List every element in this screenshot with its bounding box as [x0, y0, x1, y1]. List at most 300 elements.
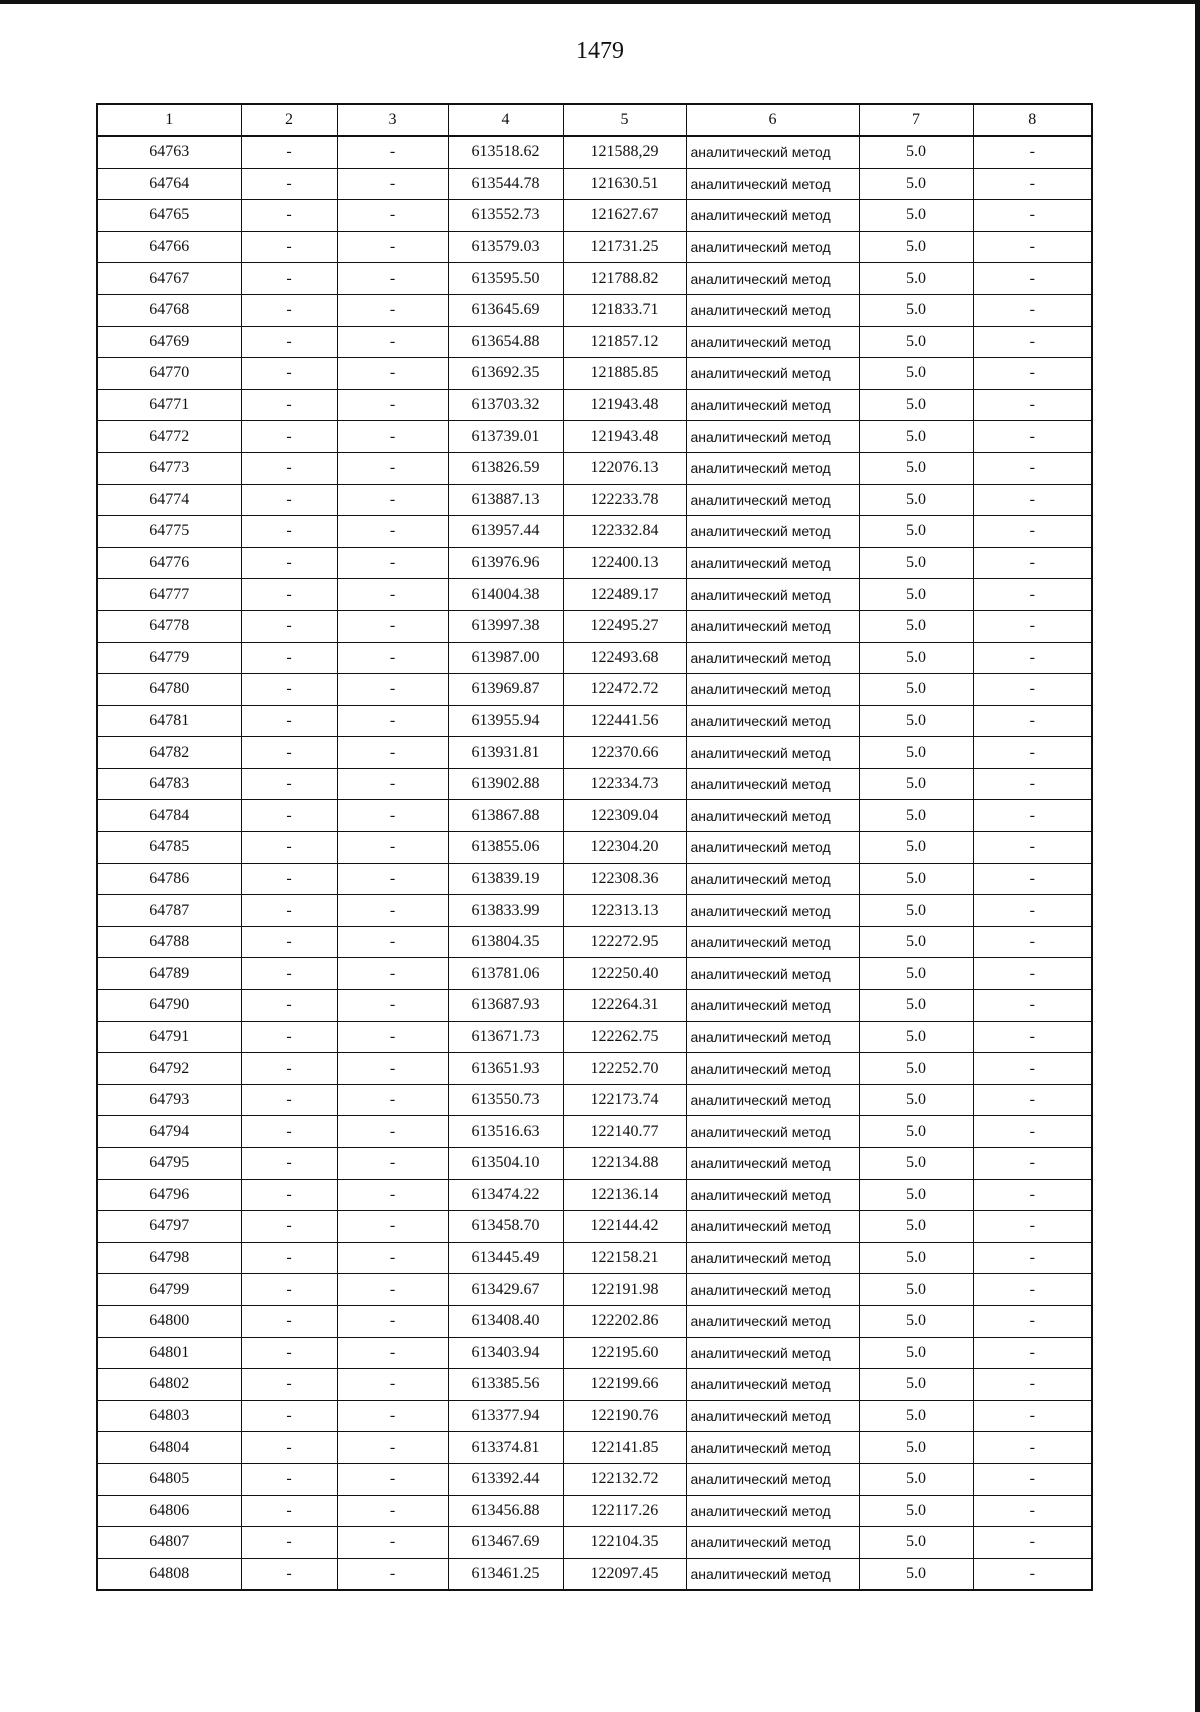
- col8-cell: -: [973, 1558, 1092, 1590]
- col8-cell: -: [973, 705, 1092, 737]
- point-number-cell: 64793: [97, 1084, 241, 1116]
- point-number-cell: 64770: [97, 358, 241, 390]
- col3-cell: -: [337, 263, 448, 295]
- method-cell: аналитический метод: [686, 579, 859, 611]
- method-cell: аналитический метод: [686, 1369, 859, 1401]
- point-number-cell: 64789: [97, 958, 241, 990]
- precision-cell: 5.0: [859, 1558, 973, 1590]
- col2-cell: -: [241, 1211, 337, 1243]
- col8-cell: -: [973, 1179, 1092, 1211]
- y-coordinate-cell: 122191.98: [563, 1274, 686, 1306]
- precision-cell: 5.0: [859, 1369, 973, 1401]
- col8-cell: -: [973, 895, 1092, 927]
- precision-cell: 5.0: [859, 990, 973, 1022]
- col3-cell: -: [337, 452, 448, 484]
- col8-cell: -: [973, 263, 1092, 295]
- point-number-cell: 64784: [97, 800, 241, 832]
- y-coordinate-cell: 122313.13: [563, 895, 686, 927]
- col8-cell: -: [973, 674, 1092, 706]
- y-coordinate-cell: 122158.21: [563, 1242, 686, 1274]
- precision-cell: 5.0: [859, 389, 973, 421]
- precision-cell: 5.0: [859, 1274, 973, 1306]
- col3-cell: -: [337, 231, 448, 263]
- table-row: [97, 389, 1092, 421]
- col2-cell: -: [241, 1084, 337, 1116]
- col2-cell: -: [241, 1527, 337, 1559]
- x-coordinate-cell: 613976.96: [448, 547, 563, 579]
- col8-cell: -: [973, 168, 1092, 200]
- x-coordinate-cell: 613781.06: [448, 958, 563, 990]
- table-row: [97, 1148, 1092, 1180]
- y-coordinate-cell: 121588,29: [563, 136, 686, 168]
- col3-cell: -: [337, 389, 448, 421]
- point-number-cell: 64790: [97, 990, 241, 1022]
- point-number-cell: 64763: [97, 136, 241, 168]
- point-number-cell: 64776: [97, 547, 241, 579]
- col3-cell: -: [337, 1179, 448, 1211]
- col3-cell: -: [337, 326, 448, 358]
- col8-cell: -: [973, 1495, 1092, 1527]
- column-header: 4: [448, 104, 563, 136]
- col3-cell: -: [337, 958, 448, 990]
- col2-cell: -: [241, 958, 337, 990]
- col8-cell: -: [973, 1432, 1092, 1464]
- y-coordinate-cell: 122199.66: [563, 1369, 686, 1401]
- col3-cell: -: [337, 705, 448, 737]
- point-number-cell: 64797: [97, 1211, 241, 1243]
- col8-cell: -: [973, 484, 1092, 516]
- col3-cell: -: [337, 1053, 448, 1085]
- method-cell: аналитический метод: [686, 1179, 859, 1211]
- y-coordinate-cell: 122400.13: [563, 547, 686, 579]
- point-number-cell: 64772: [97, 421, 241, 453]
- precision-cell: 5.0: [859, 136, 973, 168]
- y-coordinate-cell: 122076.13: [563, 452, 686, 484]
- precision-cell: 5.0: [859, 768, 973, 800]
- x-coordinate-cell: 613671.73: [448, 1021, 563, 1053]
- point-number-cell: 64806: [97, 1495, 241, 1527]
- x-coordinate-cell: 613552.73: [448, 200, 563, 232]
- col8-cell: -: [973, 358, 1092, 390]
- method-cell: аналитический метод: [686, 737, 859, 769]
- col8-cell: -: [973, 1337, 1092, 1369]
- y-coordinate-cell: 122141.85: [563, 1432, 686, 1464]
- method-cell: аналитический метод: [686, 1084, 859, 1116]
- col2-cell: -: [241, 737, 337, 769]
- method-cell: аналитический метод: [686, 263, 859, 295]
- table-row: [97, 926, 1092, 958]
- table-row: [97, 1558, 1092, 1590]
- method-cell: аналитический метод: [686, 990, 859, 1022]
- precision-cell: 5.0: [859, 421, 973, 453]
- precision-cell: 5.0: [859, 832, 973, 864]
- col3-cell: -: [337, 1084, 448, 1116]
- point-number-cell: 64769: [97, 326, 241, 358]
- precision-cell: 5.0: [859, 1305, 973, 1337]
- point-number-cell: 64787: [97, 895, 241, 927]
- col2-cell: -: [241, 863, 337, 895]
- point-number-cell: 64783: [97, 768, 241, 800]
- col8-cell: -: [973, 800, 1092, 832]
- x-coordinate-cell: 613651.93: [448, 1053, 563, 1085]
- precision-cell: 5.0: [859, 1242, 973, 1274]
- precision-cell: 5.0: [859, 326, 973, 358]
- y-coordinate-cell: 122173.74: [563, 1084, 686, 1116]
- column-header: 7: [859, 104, 973, 136]
- method-cell: аналитический метод: [686, 1495, 859, 1527]
- x-coordinate-cell: 613969.87: [448, 674, 563, 706]
- method-cell: аналитический метод: [686, 452, 859, 484]
- point-number-cell: 64785: [97, 832, 241, 864]
- table-row: [97, 484, 1092, 516]
- method-cell: аналитический метод: [686, 1242, 859, 1274]
- col3-cell: -: [337, 1400, 448, 1432]
- precision-cell: 5.0: [859, 579, 973, 611]
- method-cell: аналитический метод: [686, 168, 859, 200]
- x-coordinate-cell: 613429.67: [448, 1274, 563, 1306]
- column-header: 1: [97, 104, 241, 136]
- table-row: [97, 1084, 1092, 1116]
- y-coordinate-cell: 121731.25: [563, 231, 686, 263]
- x-coordinate-cell: 613703.32: [448, 389, 563, 421]
- col3-cell: -: [337, 642, 448, 674]
- point-number-cell: 64780: [97, 674, 241, 706]
- col3-cell: -: [337, 358, 448, 390]
- precision-cell: 5.0: [859, 610, 973, 642]
- table-row: [97, 863, 1092, 895]
- precision-cell: 5.0: [859, 452, 973, 484]
- col3-cell: -: [337, 768, 448, 800]
- point-number-cell: 64800: [97, 1305, 241, 1337]
- point-number-cell: 64778: [97, 610, 241, 642]
- col8-cell: -: [973, 547, 1092, 579]
- method-cell: аналитический метод: [686, 1211, 859, 1243]
- table-row: [97, 1463, 1092, 1495]
- col3-cell: -: [337, 863, 448, 895]
- precision-cell: 5.0: [859, 1116, 973, 1148]
- y-coordinate-cell: 121885.85: [563, 358, 686, 390]
- y-coordinate-cell: 121943.48: [563, 421, 686, 453]
- method-cell: аналитический метод: [686, 642, 859, 674]
- precision-cell: 5.0: [859, 263, 973, 295]
- col8-cell: -: [973, 516, 1092, 548]
- col2-cell: -: [241, 421, 337, 453]
- col3-cell: -: [337, 421, 448, 453]
- col8-cell: -: [973, 642, 1092, 674]
- col8-cell: -: [973, 1021, 1092, 1053]
- table-row: [97, 294, 1092, 326]
- col3-cell: -: [337, 895, 448, 927]
- precision-cell: 5.0: [859, 547, 973, 579]
- precision-cell: 5.0: [859, 958, 973, 990]
- col2-cell: -: [241, 516, 337, 548]
- col8-cell: -: [973, 326, 1092, 358]
- col3-cell: -: [337, 1369, 448, 1401]
- point-number-cell: 64802: [97, 1369, 241, 1401]
- precision-cell: 5.0: [859, 1337, 973, 1369]
- col8-cell: -: [973, 231, 1092, 263]
- point-number-cell: 64807: [97, 1527, 241, 1559]
- precision-cell: 5.0: [859, 674, 973, 706]
- x-coordinate-cell: 613997.38: [448, 610, 563, 642]
- col3-cell: -: [337, 832, 448, 864]
- x-coordinate-cell: 613461.25: [448, 1558, 563, 1590]
- col3-cell: -: [337, 1558, 448, 1590]
- point-number-cell: 64805: [97, 1463, 241, 1495]
- method-cell: аналитический метод: [686, 1116, 859, 1148]
- method-cell: аналитический метод: [686, 1148, 859, 1180]
- point-number-cell: 64804: [97, 1432, 241, 1464]
- point-number-cell: 64788: [97, 926, 241, 958]
- y-coordinate-cell: 121788.82: [563, 263, 686, 295]
- col8-cell: -: [973, 1211, 1092, 1243]
- method-cell: аналитический метод: [686, 1021, 859, 1053]
- col8-cell: -: [973, 926, 1092, 958]
- y-coordinate-cell: 122202.86: [563, 1305, 686, 1337]
- col2-cell: -: [241, 1369, 337, 1401]
- col8-cell: -: [973, 200, 1092, 232]
- col3-cell: -: [337, 990, 448, 1022]
- method-cell: аналитический метод: [686, 926, 859, 958]
- col2-cell: -: [241, 1305, 337, 1337]
- y-coordinate-cell: 121627.67: [563, 200, 686, 232]
- col2-cell: -: [241, 642, 337, 674]
- point-number-cell: 64803: [97, 1400, 241, 1432]
- x-coordinate-cell: 613408.40: [448, 1305, 563, 1337]
- table-row: [97, 358, 1092, 390]
- x-coordinate-cell: 613385.56: [448, 1369, 563, 1401]
- precision-cell: 5.0: [859, 1148, 973, 1180]
- table-row: [97, 168, 1092, 200]
- precision-cell: 5.0: [859, 1527, 973, 1559]
- y-coordinate-cell: 122132.72: [563, 1463, 686, 1495]
- col3-cell: -: [337, 200, 448, 232]
- scan-top-border: [0, 0, 1200, 4]
- table-row: [97, 516, 1092, 548]
- col2-cell: -: [241, 1053, 337, 1085]
- col2-cell: -: [241, 1021, 337, 1053]
- x-coordinate-cell: 613544.78: [448, 168, 563, 200]
- col8-cell: -: [973, 389, 1092, 421]
- page-number: 1479: [576, 38, 624, 64]
- point-number-cell: 64796: [97, 1179, 241, 1211]
- point-number-cell: 64795: [97, 1148, 241, 1180]
- col2-cell: -: [241, 389, 337, 421]
- x-coordinate-cell: 613957.44: [448, 516, 563, 548]
- y-coordinate-cell: 122370.66: [563, 737, 686, 769]
- table-row: [97, 1400, 1092, 1432]
- col8-cell: -: [973, 610, 1092, 642]
- method-cell: аналитический метод: [686, 895, 859, 927]
- table-row: [97, 1369, 1092, 1401]
- col3-cell: -: [337, 484, 448, 516]
- y-coordinate-cell: 122309.04: [563, 800, 686, 832]
- point-number-cell: 64777: [97, 579, 241, 611]
- col2-cell: -: [241, 1274, 337, 1306]
- x-coordinate-cell: 613516.63: [448, 1116, 563, 1148]
- y-coordinate-cell: 122190.76: [563, 1400, 686, 1432]
- x-coordinate-cell: 613839.19: [448, 863, 563, 895]
- col8-cell: -: [973, 863, 1092, 895]
- method-cell: аналитический метод: [686, 1274, 859, 1306]
- col3-cell: -: [337, 294, 448, 326]
- table-row: [97, 200, 1092, 232]
- precision-cell: 5.0: [859, 168, 973, 200]
- col8-cell: -: [973, 1463, 1092, 1495]
- y-coordinate-cell: 122272.95: [563, 926, 686, 958]
- method-cell: аналитический метод: [686, 326, 859, 358]
- y-coordinate-cell: 122489.17: [563, 579, 686, 611]
- precision-cell: 5.0: [859, 294, 973, 326]
- x-coordinate-cell: 614004.38: [448, 579, 563, 611]
- table-row: [97, 547, 1092, 579]
- table-row: [97, 1495, 1092, 1527]
- col3-cell: -: [337, 800, 448, 832]
- col3-cell: -: [337, 516, 448, 548]
- col8-cell: -: [973, 1400, 1092, 1432]
- col2-cell: -: [241, 895, 337, 927]
- table-row: [97, 1305, 1092, 1337]
- point-number-cell: 64767: [97, 263, 241, 295]
- x-coordinate-cell: 613456.88: [448, 1495, 563, 1527]
- x-coordinate-cell: 613579.03: [448, 231, 563, 263]
- method-cell: аналитический метод: [686, 200, 859, 232]
- method-cell: аналитический метод: [686, 1432, 859, 1464]
- point-number-cell: 64775: [97, 516, 241, 548]
- precision-cell: 5.0: [859, 800, 973, 832]
- col2-cell: -: [241, 1116, 337, 1148]
- precision-cell: 5.0: [859, 642, 973, 674]
- x-coordinate-cell: 613595.50: [448, 263, 563, 295]
- col3-cell: -: [337, 168, 448, 200]
- col2-cell: -: [241, 484, 337, 516]
- col8-cell: -: [973, 958, 1092, 990]
- point-number-cell: 64765: [97, 200, 241, 232]
- table-row: [97, 1274, 1092, 1306]
- method-cell: аналитический метод: [686, 294, 859, 326]
- precision-cell: 5.0: [859, 705, 973, 737]
- x-coordinate-cell: 613804.35: [448, 926, 563, 958]
- col3-cell: -: [337, 547, 448, 579]
- x-coordinate-cell: 613887.13: [448, 484, 563, 516]
- table-row: [97, 674, 1092, 706]
- point-number-cell: 64779: [97, 642, 241, 674]
- col2-cell: -: [241, 768, 337, 800]
- col2-cell: -: [241, 926, 337, 958]
- col3-cell: -: [337, 1432, 448, 1464]
- col8-cell: -: [973, 579, 1092, 611]
- point-number-cell: 64792: [97, 1053, 241, 1085]
- x-coordinate-cell: 613987.00: [448, 642, 563, 674]
- column-header: 2: [241, 104, 337, 136]
- col3-cell: -: [337, 926, 448, 958]
- method-cell: аналитический метод: [686, 389, 859, 421]
- precision-cell: 5.0: [859, 1084, 973, 1116]
- y-coordinate-cell: 122140.77: [563, 1116, 686, 1148]
- x-coordinate-cell: 613687.93: [448, 990, 563, 1022]
- x-coordinate-cell: 613374.81: [448, 1432, 563, 1464]
- precision-cell: 5.0: [859, 1495, 973, 1527]
- point-number-cell: 64799: [97, 1274, 241, 1306]
- table-row: [97, 642, 1092, 674]
- y-coordinate-cell: 122136.14: [563, 1179, 686, 1211]
- y-coordinate-cell: 122264.31: [563, 990, 686, 1022]
- precision-cell: 5.0: [859, 1211, 973, 1243]
- precision-cell: 5.0: [859, 358, 973, 390]
- col8-cell: -: [973, 1305, 1092, 1337]
- col3-cell: -: [337, 737, 448, 769]
- col2-cell: -: [241, 136, 337, 168]
- x-coordinate-cell: 613955.94: [448, 705, 563, 737]
- col3-cell: -: [337, 1305, 448, 1337]
- method-cell: аналитический метод: [686, 547, 859, 579]
- method-cell: аналитический метод: [686, 231, 859, 263]
- x-coordinate-cell: 613474.22: [448, 1179, 563, 1211]
- col2-cell: -: [241, 990, 337, 1022]
- x-coordinate-cell: 613833.99: [448, 895, 563, 927]
- y-coordinate-cell: 122117.26: [563, 1495, 686, 1527]
- precision-cell: 5.0: [859, 484, 973, 516]
- col3-cell: -: [337, 1274, 448, 1306]
- point-number-cell: 64798: [97, 1242, 241, 1274]
- col8-cell: -: [973, 136, 1092, 168]
- col2-cell: -: [241, 674, 337, 706]
- x-coordinate-cell: 613504.10: [448, 1148, 563, 1180]
- table-row: [97, 737, 1092, 769]
- col2-cell: -: [241, 200, 337, 232]
- method-cell: аналитический метод: [686, 1053, 859, 1085]
- col8-cell: -: [973, 1369, 1092, 1401]
- col8-cell: -: [973, 421, 1092, 453]
- col3-cell: -: [337, 1242, 448, 1274]
- y-coordinate-cell: 122441.56: [563, 705, 686, 737]
- col2-cell: -: [241, 1558, 337, 1590]
- x-coordinate-cell: 613518.62: [448, 136, 563, 168]
- y-coordinate-cell: 122304.20: [563, 832, 686, 864]
- method-cell: аналитический метод: [686, 1527, 859, 1559]
- point-number-cell: 64771: [97, 389, 241, 421]
- col3-cell: -: [337, 136, 448, 168]
- precision-cell: 5.0: [859, 1432, 973, 1464]
- method-cell: аналитический метод: [686, 1463, 859, 1495]
- col2-cell: -: [241, 1463, 337, 1495]
- x-coordinate-cell: 613867.88: [448, 800, 563, 832]
- col3-cell: -: [337, 1116, 448, 1148]
- col3-cell: -: [337, 579, 448, 611]
- point-number-cell: 64781: [97, 705, 241, 737]
- table-row: [97, 421, 1092, 453]
- method-cell: аналитический метод: [686, 1305, 859, 1337]
- method-cell: аналитический метод: [686, 1337, 859, 1369]
- precision-cell: 5.0: [859, 1463, 973, 1495]
- method-cell: аналитический метод: [686, 800, 859, 832]
- x-coordinate-cell: 613458.70: [448, 1211, 563, 1243]
- col2-cell: -: [241, 832, 337, 864]
- table-row: [97, 1242, 1092, 1274]
- col2-cell: -: [241, 231, 337, 263]
- x-coordinate-cell: 613377.94: [448, 1400, 563, 1432]
- method-cell: аналитический метод: [686, 610, 859, 642]
- y-coordinate-cell: 122195.60: [563, 1337, 686, 1369]
- precision-cell: 5.0: [859, 895, 973, 927]
- col2-cell: -: [241, 1400, 337, 1432]
- precision-cell: 5.0: [859, 516, 973, 548]
- x-coordinate-cell: 613654.88: [448, 326, 563, 358]
- table-row: [97, 452, 1092, 484]
- y-coordinate-cell: 122493.68: [563, 642, 686, 674]
- x-coordinate-cell: 613692.35: [448, 358, 563, 390]
- method-cell: аналитический метод: [686, 484, 859, 516]
